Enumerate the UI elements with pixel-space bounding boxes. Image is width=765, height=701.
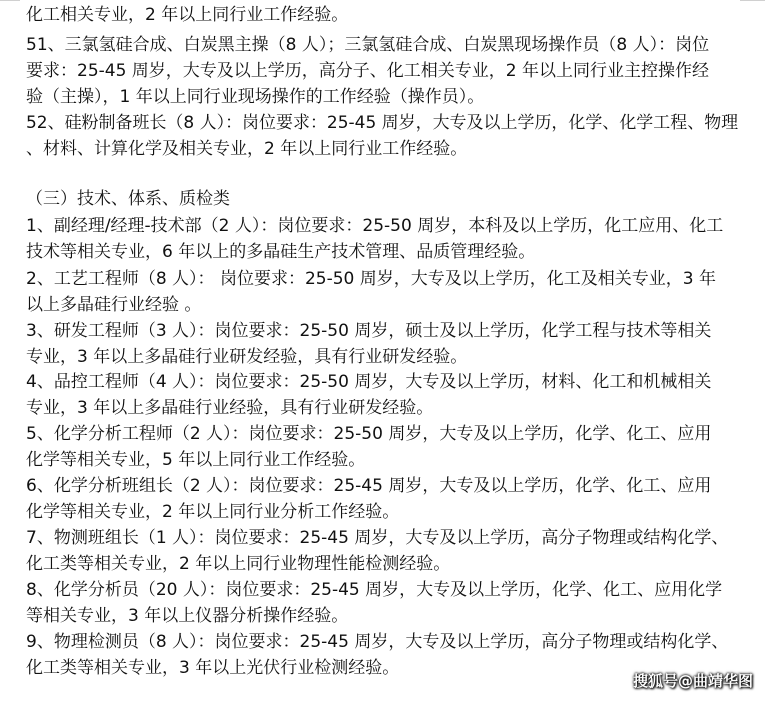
text-line: 化工相关专业，2 年以上同行业工作经验。 — [26, 5, 349, 25]
text-line: 以上多晶硅行业经验 。 — [26, 295, 202, 315]
text-line: 专业，3 年以上多晶硅行业经验，具有行业研发经验。 — [26, 398, 434, 418]
text-line: 2、工艺工程师（8 人）： 岗位要求：25-50 周岁，大专及以上学历，化工及相关专业，3 年 — [26, 269, 716, 289]
text-line: 4、品控工程师（4 人）：岗位要求：25-50 周岁，大专及以上学历，材料、化工和机械相关 — [26, 372, 712, 392]
text-line: 1、副经理/经理-技术部（2 人）：岗位要求：25-50 周岁，本科及以上学历，化工应用、化工 — [26, 216, 724, 236]
text-line: 52、硅粉制备班长（8 人）：岗位要求：25-45 周岁，大专及以上学历，化学、化学工程、物理 — [26, 113, 739, 133]
text-line: 51、三氯氢硅合成、白炭黑主操（8 人）；三氯氢硅合成、白炭黑现场操作员（8 人）：岗位 — [26, 35, 710, 55]
text-line: 技术等相关专业，6 年以上的多晶硅生产技术管理、品质管理经验。 — [26, 242, 536, 262]
text-line: 要求：25-45 周岁，大专及以上学历，高分子、化工相关专业，2 年以上同行业主控操作经 — [26, 61, 710, 81]
section-heading: （三）技术、体系、质检类 — [26, 189, 230, 209]
text-line: 化学等相关专业，2 年以上同行业分析工作经验。 — [26, 502, 400, 522]
text-line: 9、物理检测员（8 人）：岗位要求：25-45 周岁，大专及以上学历，高分子物理或结构化学、 — [26, 632, 729, 652]
page-top-border-right — [740, 0, 765, 1]
text-line: 专业，3 年以上多晶硅行业研发经验，具有行业研发经验。 — [26, 347, 468, 367]
text-line: 等相关专业，3 年以上仪器分析操作经验。 — [26, 606, 349, 626]
text-line: 5、化学分析工程师（2 人）：岗位要求：25-50 周岁，大专及以上学历，化学、化工、应用 — [26, 424, 712, 444]
text-line: 、材料、计算化学及相关专业，2 年以上同行业工作经验。 — [26, 139, 468, 159]
text-line: 化学等相关专业，5 年以上同行业工作经验。 — [26, 450, 366, 470]
text-line: 6、化学分析班组长（2 人）：岗位要求：25-45 周岁，大专及以上学历，化学、化工、应用 — [26, 476, 712, 496]
text-line: 化工类等相关专业，2 年以上同行业物理性能检测经验。 — [26, 554, 451, 574]
watermark-label: 搜狐号@曲靖华图 — [632, 672, 753, 690]
text-line: 化工类等相关专业，3 年以上光伏行业检测经验。 — [26, 658, 400, 678]
text-line: 7、物测班组长（1 人）：岗位要求：25-45 周岁，大专及以上学历，高分子物理或结构化学、 — [26, 528, 729, 548]
text-line: 8、化学分析员（20 人）：岗位要求：25-45 周岁，大专及以上学历，化学、化工、应用化学 — [26, 580, 723, 600]
text-line: 验（主操），1 年以上同行业现场操作的工作经验（操作员）。 — [26, 87, 485, 107]
page-top-border — [0, 0, 20, 1]
text-line: 3、研发工程师（3 人）：岗位要求：25-50 周岁，硕士及以上学历，化学工程与技术等相关 — [26, 321, 712, 341]
